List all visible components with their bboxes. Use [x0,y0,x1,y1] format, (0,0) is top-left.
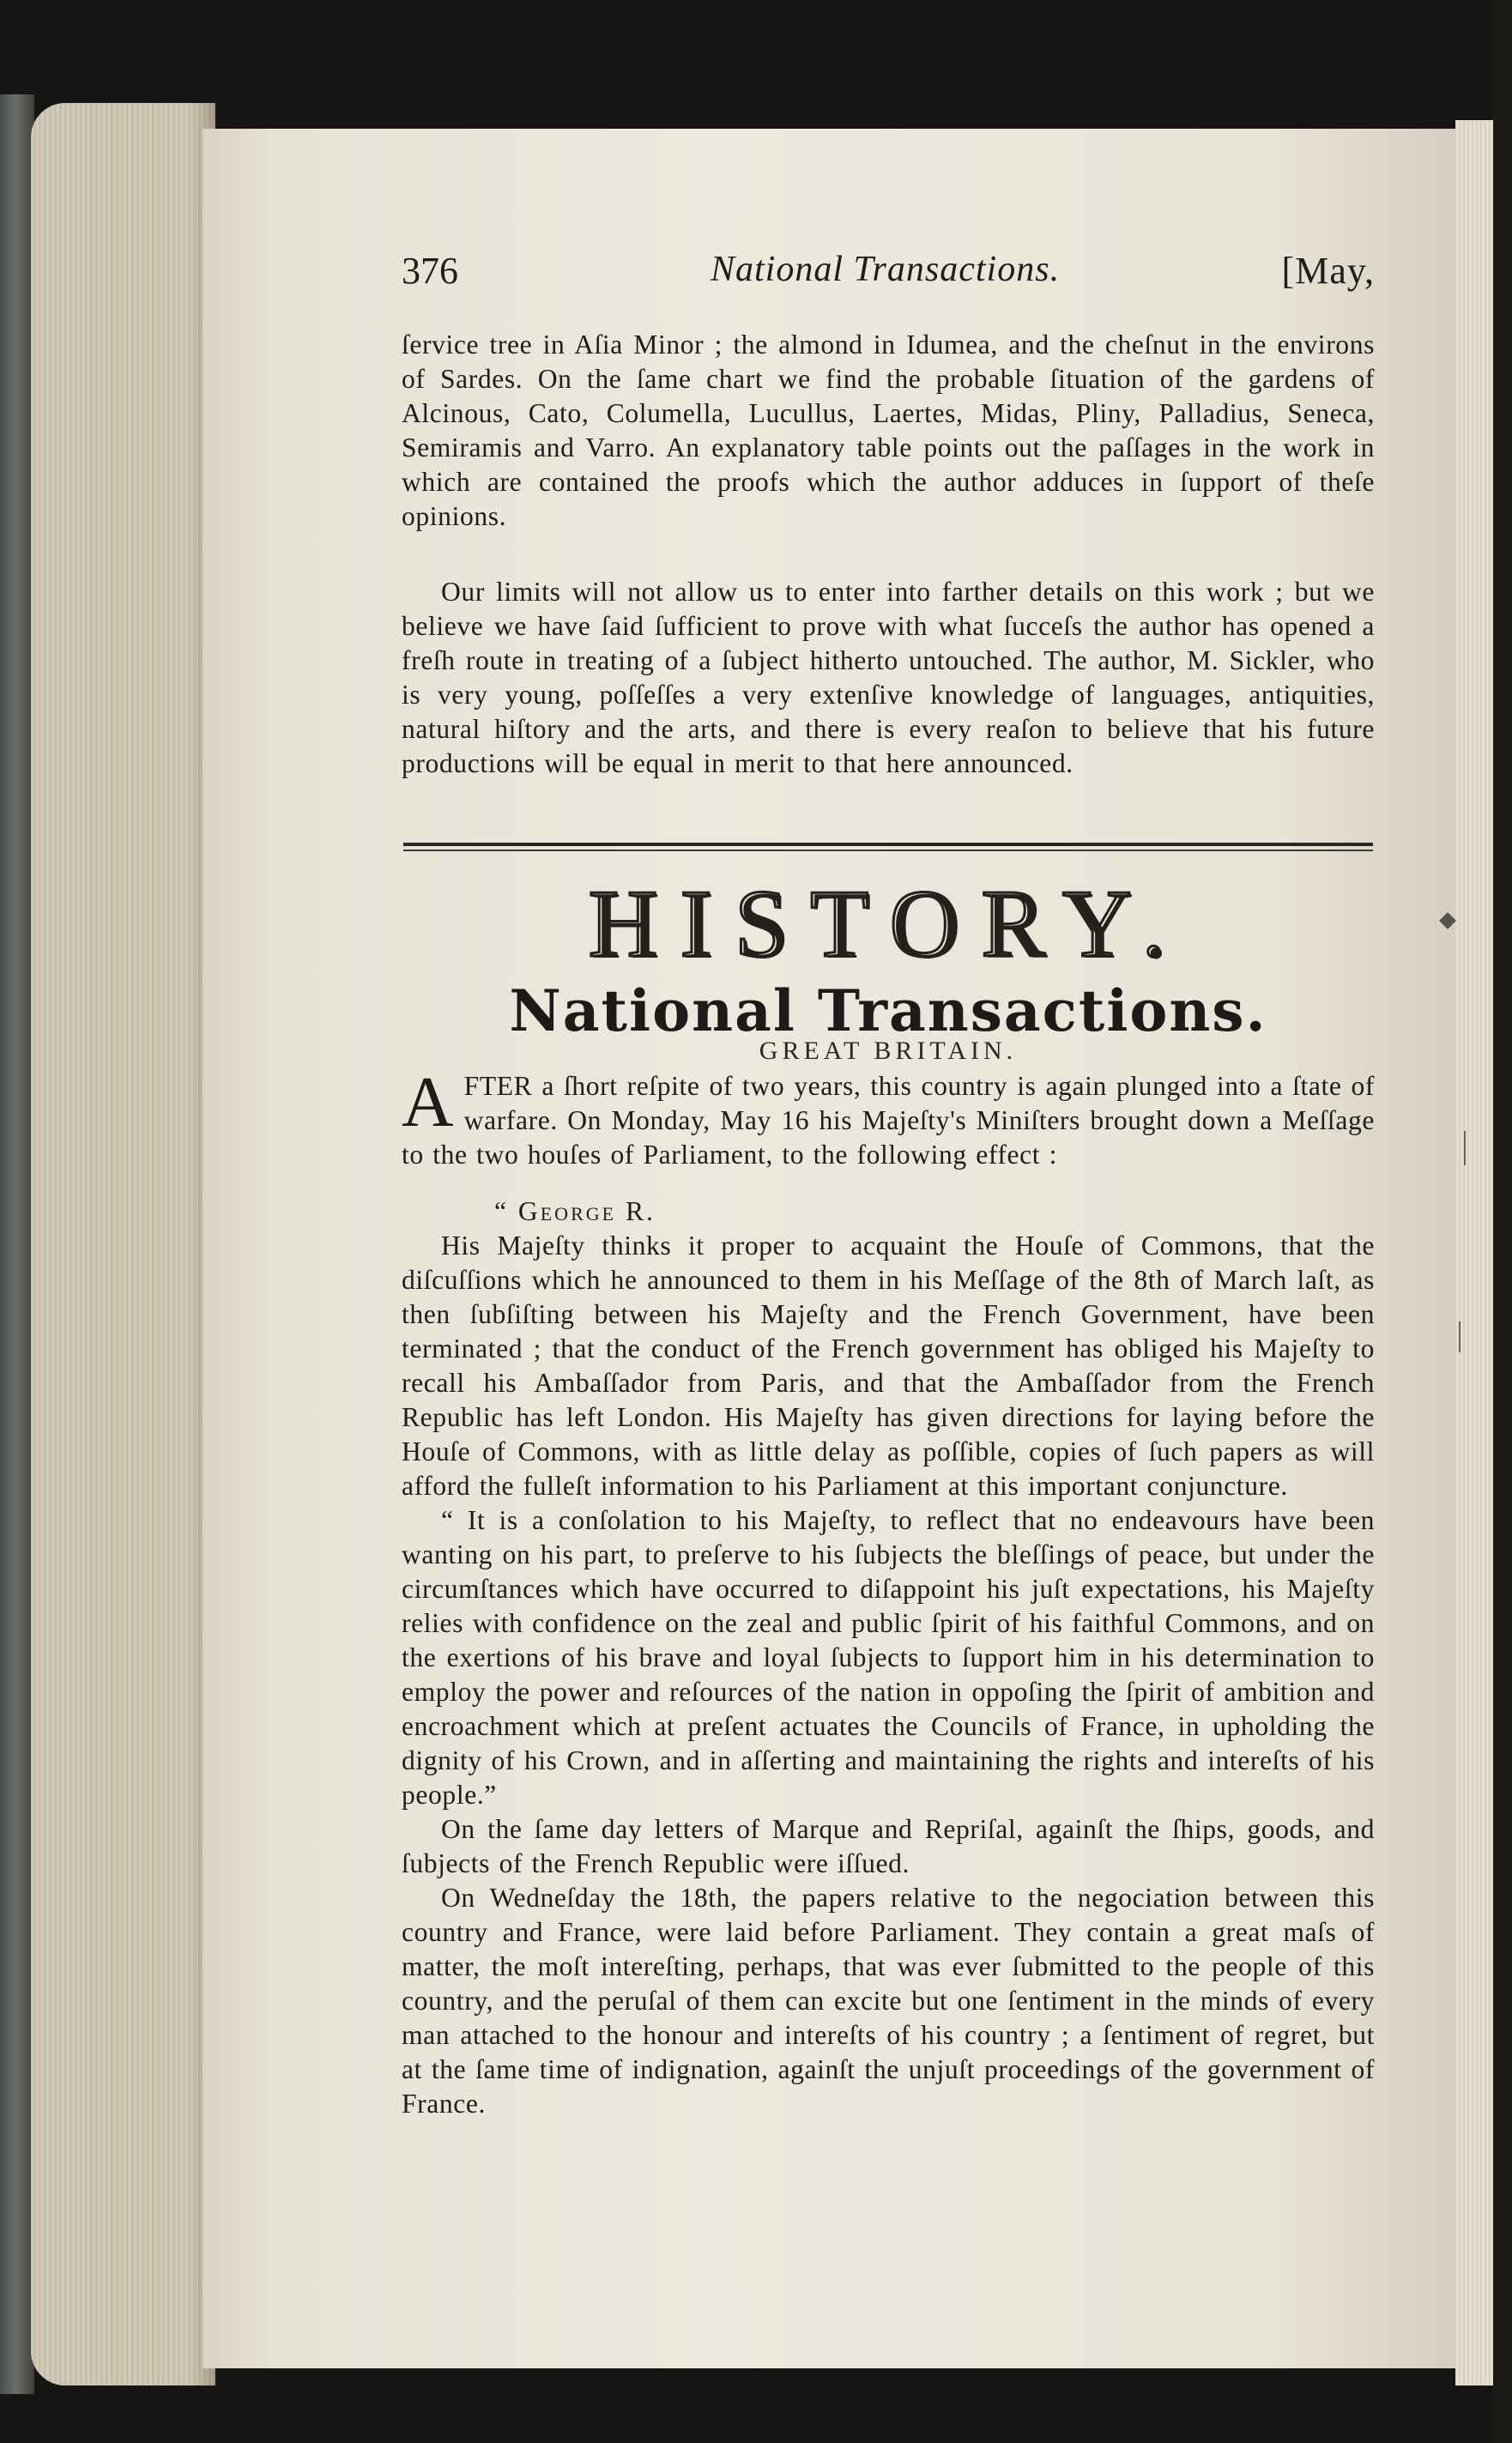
wednesday-paragraph: On Wedneſday the 18th, the papers relative to the negociation between this country and France, were laid before Parliament. They contain a great maſs of matter, the moſt intereſting, perhaps, that was ever ſubmitted to the people of this country, and the peruſal of them can excite but one ſentiment in the minds of every man attached to the honour and intereſts of his country ; a ſentiment of regret, but at the ſame time of indignation, againſt the unjuſt proceedings of the government of France. [402,1883,1375,2119]
margin-tick [1459,1321,1461,1352]
running-title: National Transactions. [711,250,1061,289]
running-month: [May, [1281,250,1375,292]
opening-paragraph [402,1062,1375,1172]
book-cover-edge [0,94,34,2394]
page-edges-left [31,103,215,2386]
section-heading [402,868,1375,980]
section-rule-thick [403,843,1373,846]
message-paragraph-1: His Majeſty thinks it proper to acquaint the Houſe of Commons, that the diſcuſſions which he announced to them in his Meſſage of the 8th of March laſt, as then ſubſiſting between his Majeſty and the French Government, have been terminated ; that the conduct of the French government has obliged his Majeſty to recall his Ambaſſador from Paris, and that the Ambaſſador from the French Republic has left London. His Majeſty has given directions for laying before the Houſe of Commons, with as little delay as poſſible, copies of ſuch papers as will afford the fulleſt information to his Parliament at this important conjuncture. [402,1231,1375,1501]
history-opening [402,1062,1375,1172]
opening-text: FTER a ſhort reſpite of two years, this country is again plunged into a ſtate of warfare. On Monday, May 16 his Majeſty's Miniſters brought down a Meſſage to the two houſes of Parliament, to the following effect : [402,1071,1375,1170]
paragraph: ſervice tree in Aſia Minor ; the almond in Idumea, and the cheſnut in the environs of Sardes. On the ſame chart we find the probable ſituation of the gardens of Alcinous, Cato, Columella, Lucullus, Laertes, Midas, Pliny, Palladius, Seneca, Semiramis and Varro. An explanatory table points out the paſſages in the work in which are contained the proofs which the author adduces in ſupport of theſe opinions. [402,330,1375,531]
royal-message [402,1194,1375,2121]
salutation: “ George R. [494,1196,656,1226]
running-header [402,249,1375,300]
section-rule-thin [403,850,1373,851]
margin-tick [1464,1131,1466,1165]
page-edges-right [1455,120,1498,2386]
continued-paragraph-1 [402,328,1375,534]
section-subheading: National Transactions. [509,977,1267,1044]
background-right [1493,0,1512,2443]
marque-paragraph: On the ſame day letters of Marque and Repriſal, againſt the ſhips, goods, and ſubjects of the French Republic were iſſued. [402,1814,1375,1878]
paragraph: Our limits will not allow us to enter into farther details on this work ; but we believe we have ſaid ſufficient to prove with what ſucceſs the author has opened a freſh route in treating of a ſubject hitherto untouched. The author, M. Sickler, who is very young, poſſeſſes a very extenſive knowledge of languages, antiquities, natural hiſtory and the arts, and there is every reaſon to believe that his future productions will be equal in merit to that here announced. [402,577,1375,778]
continued-paragraph-2 [402,575,1375,781]
message-paragraph-2: “ It is a conſolation to his Majeſty, to reflect that no endeavours have been wanting on his part, to preſerve to his ſubjects the bleſſings of peace, but under the circumſtances which have occurred to diſappoint his juſt expectations, his Majeſty relies with confidence on the zeal and public ſpirit of his faithful Commons, and on the exertions of his brave and loyal ſubjects to ſupport him in his determination to employ the power and reſources of the nation in oppoſing the ſpirit of ambition and encroachment which at preſent actuates the Councils of France, in upholding the dignity of his Crown, and in aſſerting and maintaining the rights and intereſts of his people.” [402,1505,1375,1810]
region-heading: GREAT BRITAIN. [759,1037,1018,1065]
history-title: HISTORY. [588,871,1188,977]
page-number: 376 [402,250,458,292]
drop-cap: A [402,1062,454,1142]
